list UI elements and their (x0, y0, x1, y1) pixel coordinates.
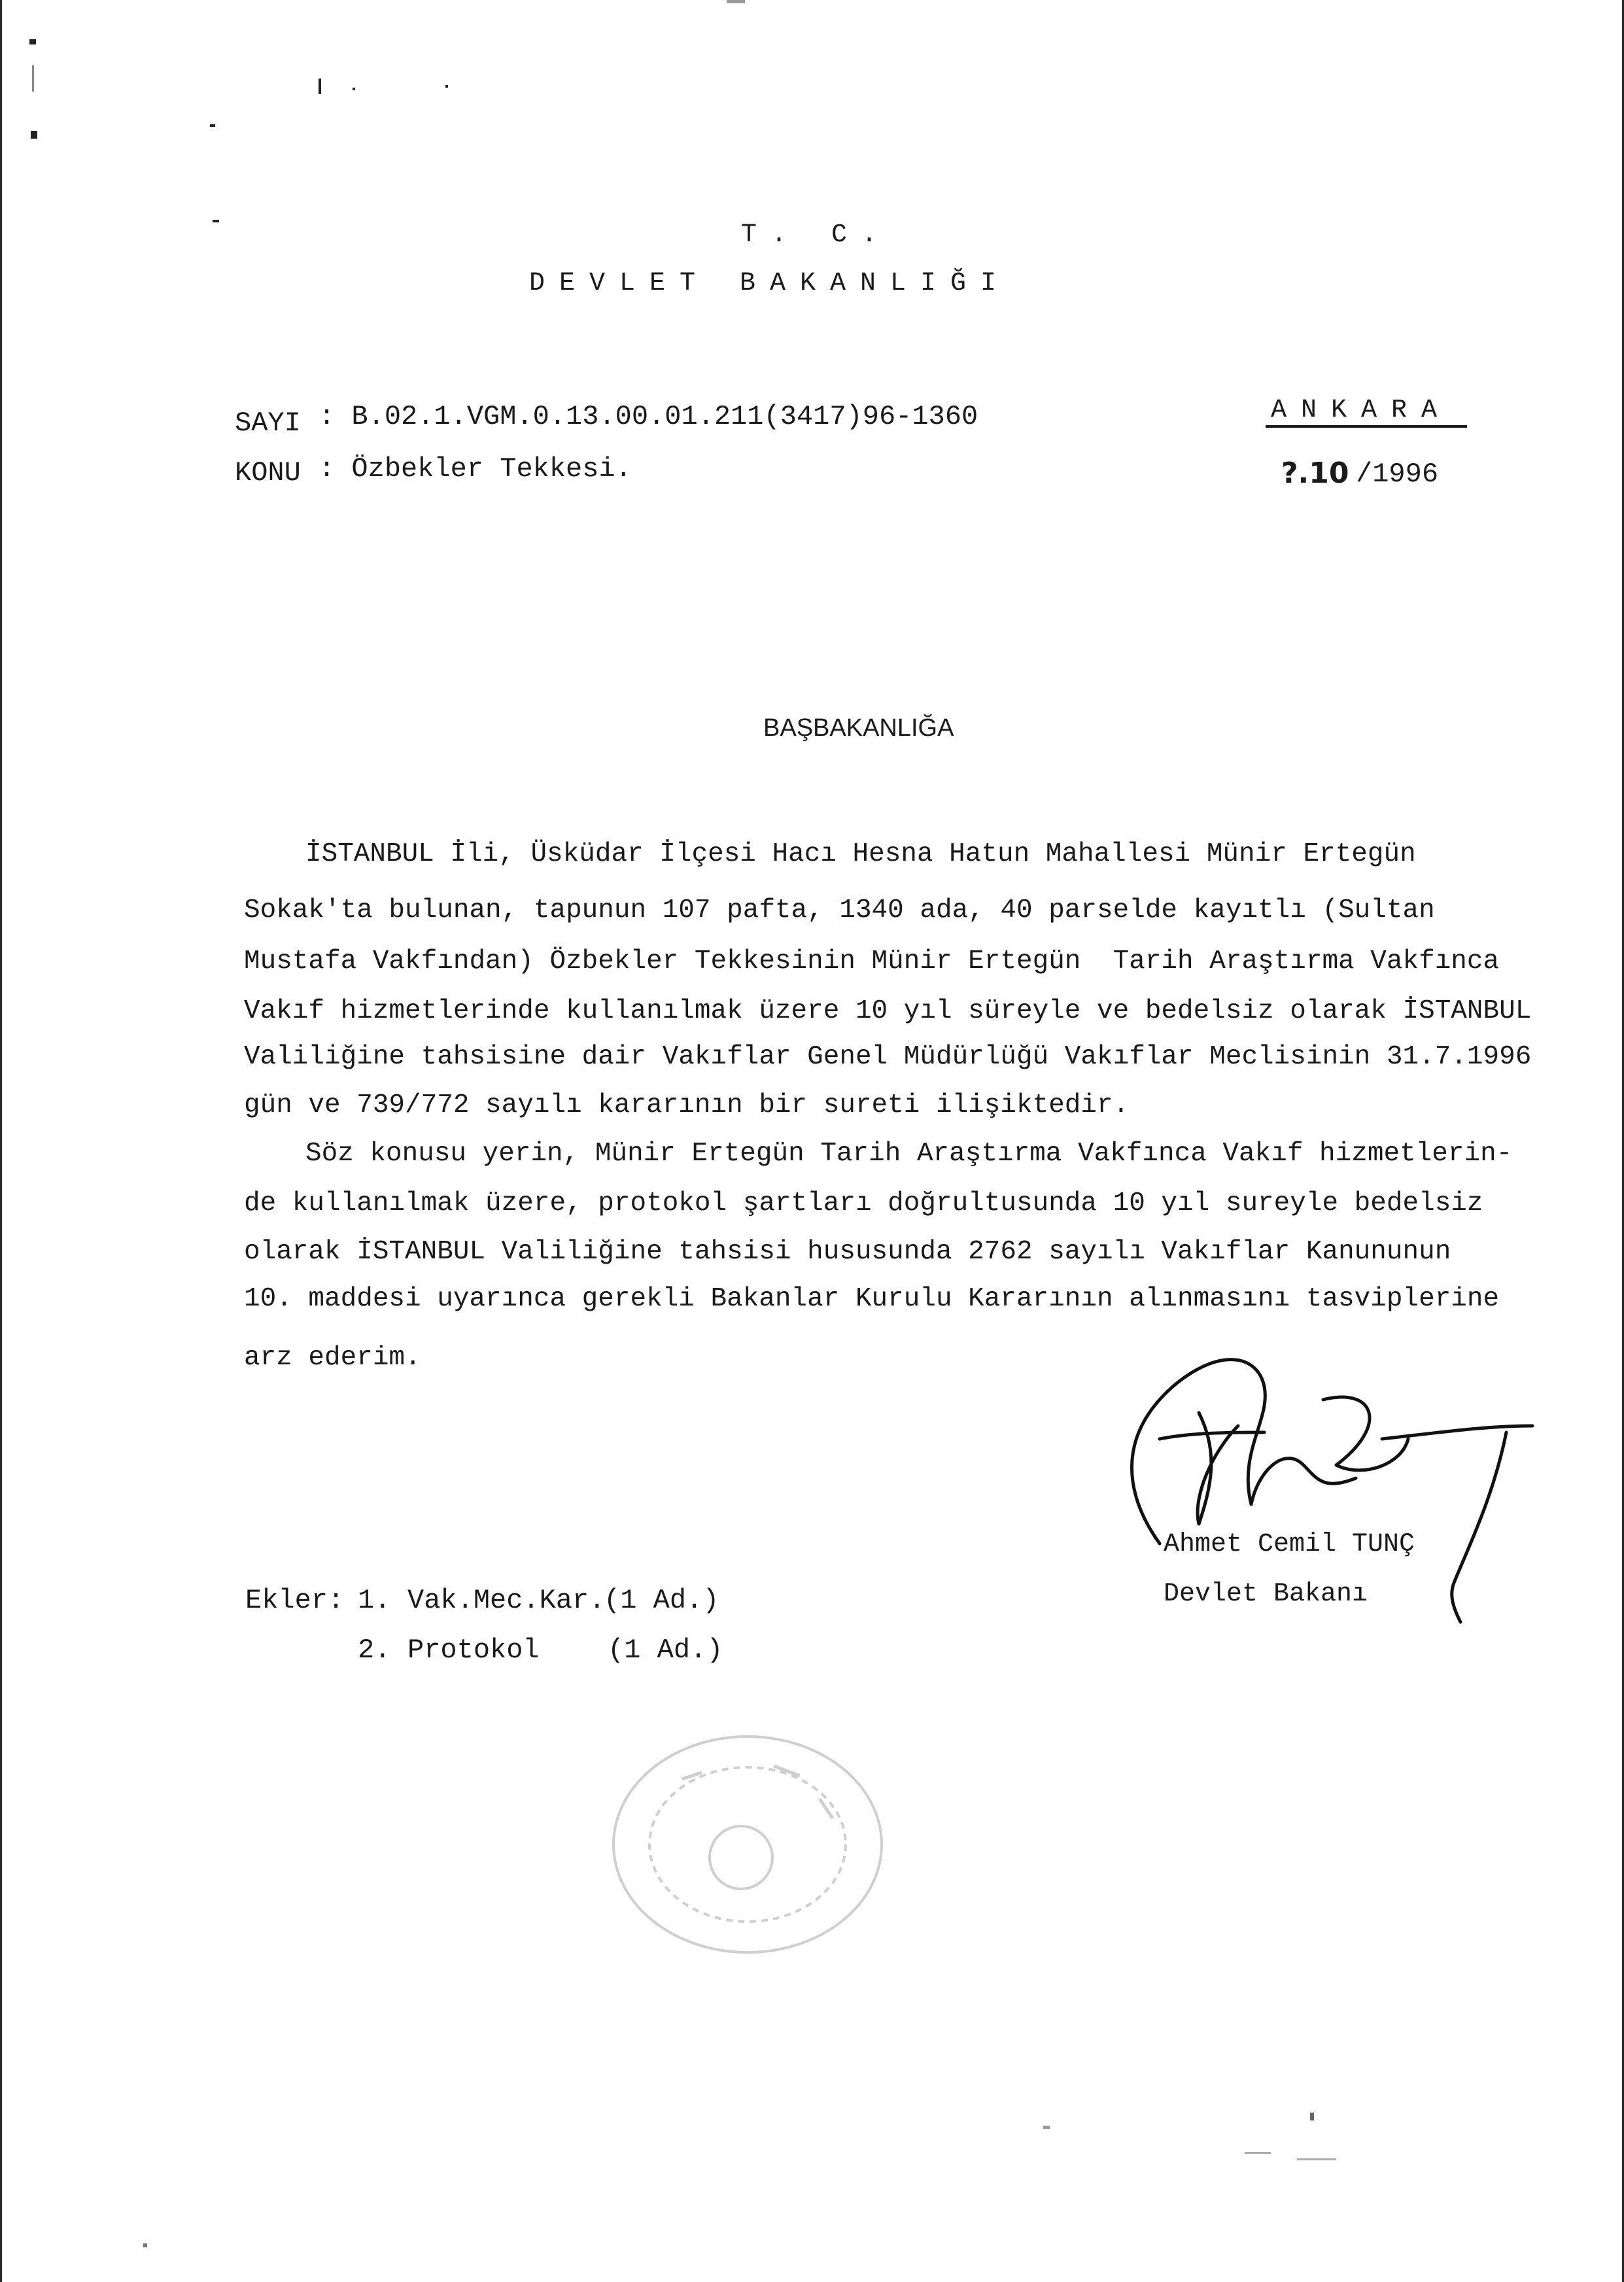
body-line: Mustafa Vakfından) Özbekler Tekkesinin Münir Ertegün Tarih Araştırma Vakfınca (244, 946, 1500, 977)
margin-mark (210, 124, 215, 127)
date-year: /1996 (1356, 458, 1439, 490)
state-heading: T. C. (741, 220, 892, 250)
body-line: Vakıf hizmetlerinde kullanılmak üzere 10 yıl süreyle ve bedelsiz olarak İSTANBUL (244, 996, 1532, 1026)
recipient-heading: BAŞBAKANLIĞA (763, 714, 954, 742)
city-underline (1266, 425, 1467, 428)
konu-label: KONU (235, 457, 301, 489)
margin-mark (32, 65, 34, 92)
attachment-quantity: (1 Ad.) (608, 1634, 723, 1666)
attachment-number: 1. (358, 1585, 391, 1616)
attachment-name: Vak.Mec.Kar. (407, 1585, 606, 1616)
body-line: gün ve 739/772 sayılı kararının bir sureti ilişiktedir. (244, 1090, 1130, 1120)
body-line: Valiliğine tahsisine dair Vakıflar Genel Müdürlüğü Vakıflar Meclisinin 31.7.1996 (244, 1042, 1532, 1072)
margin-mark (1245, 2152, 1271, 2154)
attachment-name: Protokol (407, 1634, 540, 1666)
body-line: olarak İSTANBUL Valiliğine tahsisi hususunda 2762 sayılı Vakıflar Kanununun (244, 1237, 1451, 1267)
sayi-value: : B.02.1.VGM.0.13.00.01.211(3417)96-1360 (319, 401, 978, 432)
attachment-number: 2. (358, 1634, 391, 1666)
margin-mark (319, 78, 321, 94)
signatory-title: Devlet Bakanı (1164, 1580, 1368, 1609)
margin-mark (445, 85, 448, 88)
body-line: İSTANBUL İli, Üsküdar İlçesi Hacı Hesna Hatun Mahallesi Münir Ertegün (305, 839, 1416, 869)
body-line: Söz konusu yerin, Münir Ertegün Tarih Araştırma Vakfınca Vakıf hizmetlerin- (305, 1139, 1513, 1169)
margin-mark (143, 2243, 147, 2247)
margin-mark (353, 88, 355, 90)
body-line: arz ederim. (244, 1343, 421, 1373)
body-line: 10. maddesi uyarınca gerekli Bakanlar Kurulu Kararının alınmasını tasviplerine (244, 1284, 1500, 1314)
margin-mark (31, 131, 37, 139)
margin-mark (1310, 2113, 1314, 2120)
margin-mark (1297, 2158, 1336, 2160)
attachments-label: Ekler: (245, 1585, 345, 1616)
konu-value: : Özbekler Tekkesi. (319, 453, 632, 485)
date-handwritten: ?.10 (1281, 457, 1349, 490)
margin-mark (213, 220, 219, 222)
signatory-name: Ahmet Cemil TUNÇ (1164, 1530, 1415, 1559)
margin-mark (1043, 2126, 1050, 2129)
ministry-heading: DEVLET BAKANLIĞI (529, 269, 1011, 298)
body-line: Sokak'ta bulunan, tapunun 107 pafta, 1340 ada, 40 parselde kayıtlı (Sultan (244, 895, 1435, 925)
sayi-label: SAYI (235, 407, 301, 439)
city-label: ANKARA (1271, 396, 1452, 425)
body-line: de kullanılmak üzere, protokol şartları doğrultusunda 10 yıl sureyle bedelsiz (244, 1188, 1483, 1219)
margin-mark (727, 0, 745, 3)
attachment-quantity: (1 Ad.) (604, 1585, 719, 1616)
margin-mark (29, 39, 36, 44)
stamp (604, 1727, 891, 1962)
